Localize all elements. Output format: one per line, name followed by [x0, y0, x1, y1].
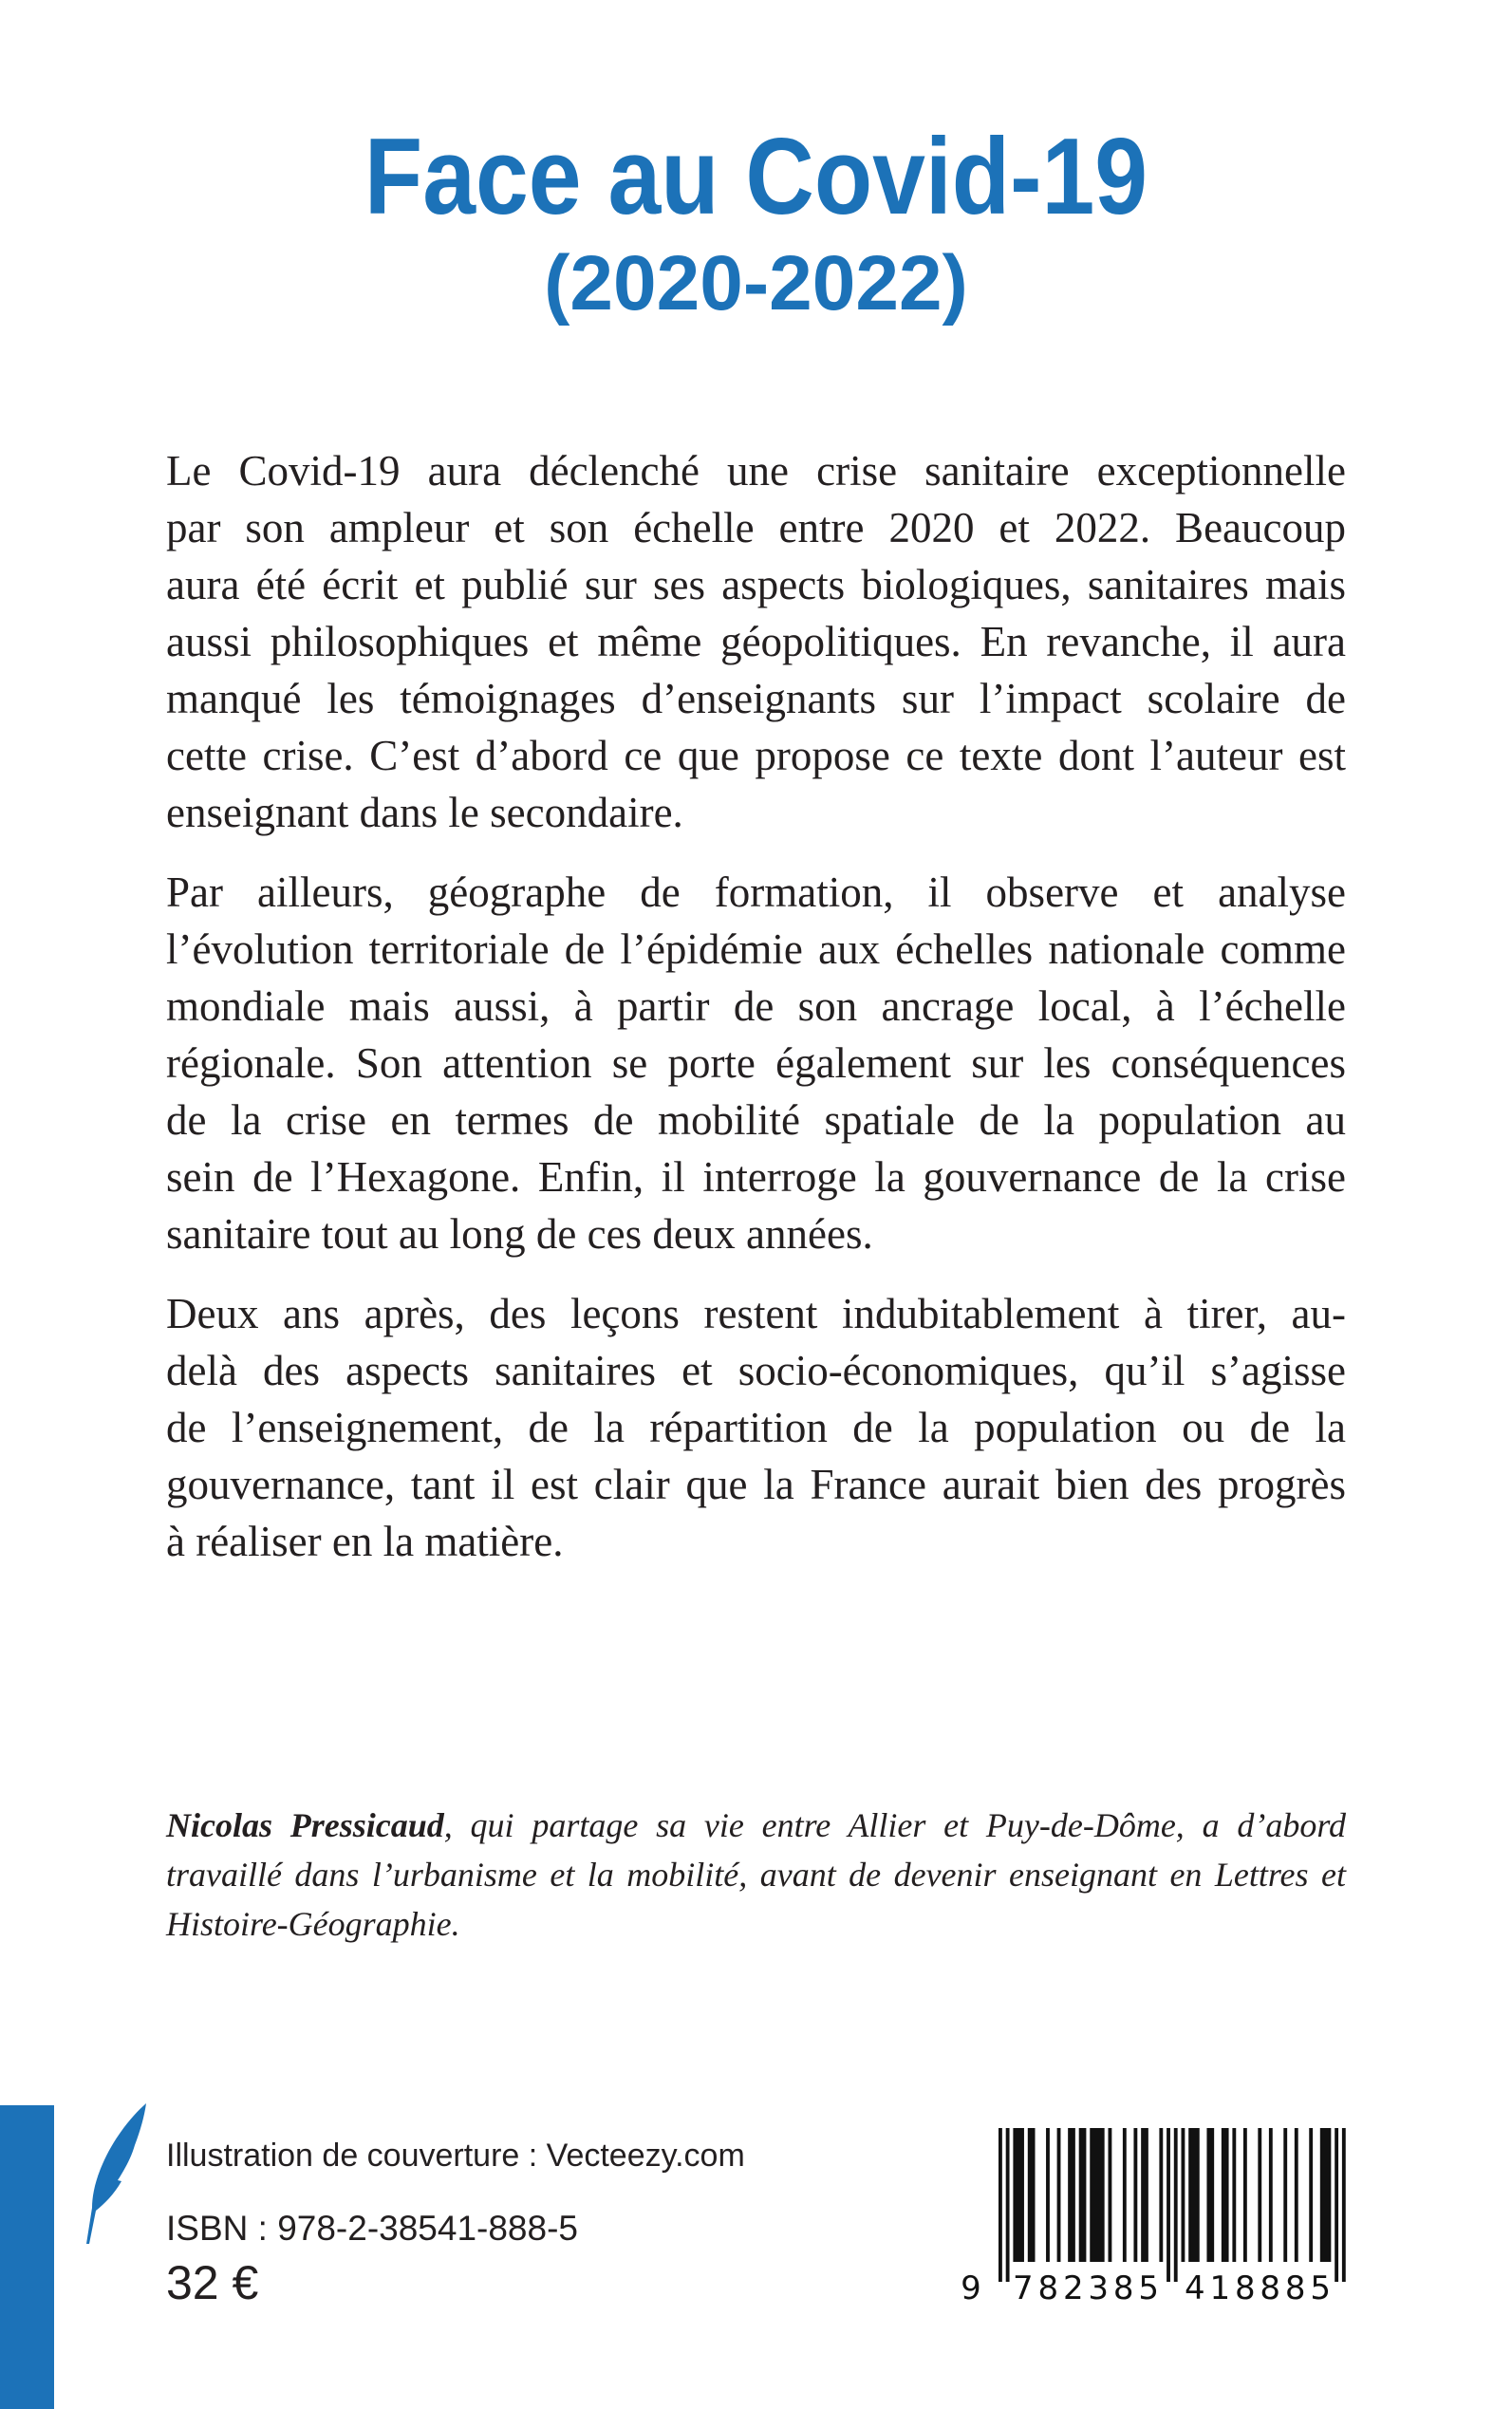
barcode-left-digits: 782385: [1013, 2269, 1159, 2305]
summary-paragraph-1: [166, 442, 1346, 841]
publisher-color-band: [0, 2105, 54, 2409]
summary-line: sein de l’Hexagone. Enfin, il interroge la gouvernance de la crise: [166, 1153, 1346, 1201]
summary-paragraph-2: [166, 864, 1346, 1262]
barcode-bar: [1123, 2128, 1127, 2262]
barcode-bar: [1174, 2128, 1178, 2282]
barcode-bar: [1141, 2128, 1148, 2262]
summary-line: Le Covid-19 aura déclenché une crise sanitaire exceptionnelle: [166, 447, 1346, 495]
summary-line: mondiale mais aussi, à partir de son ancrage local, à l’échelle: [166, 982, 1346, 1030]
summary-line: Deux ans après, des leçons restent indubitablement à tirer, au-: [166, 1290, 1346, 1337]
barcode: [959, 2122, 1348, 2305]
barcode-bar: [1079, 2128, 1087, 2262]
barcode-bar: [1182, 2128, 1185, 2262]
barcode-bar: [1243, 2128, 1247, 2262]
isbn: ISBN : 978-2-38541-888-5: [166, 2209, 578, 2248]
barcode-bar: [1159, 2128, 1163, 2262]
barcode-bar: [1109, 2128, 1112, 2262]
summary-line: de la crise en termes de mobilité spatiale de la population au: [166, 1096, 1346, 1144]
summary-line: enseignant dans le secondaire.: [166, 789, 683, 836]
author-bio-line: Histoire-Géographie.: [166, 1905, 460, 1943]
price: 32 €: [166, 2256, 259, 2309]
barcode-bar: [1188, 2128, 1200, 2262]
illustration-credit: Illustration de couverture : Vecteezy.com: [166, 2138, 745, 2174]
author-bio-text: , qui partage sa vie entre Allier et Puy-de-Dôme, a d’abord: [443, 1806, 1347, 1844]
barcode-bar: [1258, 2128, 1261, 2262]
author-name: Nicolas Pressicaud: [166, 1806, 444, 1844]
summary: [166, 442, 1346, 1593]
author-bio: [166, 1801, 1346, 1949]
summary-paragraph-3: [166, 1285, 1346, 1570]
summary-line: l’évolution territoriale de l’épidémie aux échelles nationale comme: [166, 925, 1346, 973]
summary-line: aura été écrit et publié sur ses aspects biologiques, sanitaires mais: [166, 561, 1346, 608]
summary-line: régionale. Son attention se porte également sur les conséquences: [166, 1039, 1346, 1087]
feather-icon: [80, 2101, 148, 2246]
author-bio-line: [166, 1801, 1346, 1850]
barcode-right-digits: 418885: [1185, 2269, 1331, 2305]
summary-line: Par ailleurs, géographe de formation, il observe et analyse: [166, 868, 1346, 916]
barcode-bar: [1133, 2128, 1137, 2262]
barcode-bar: [1028, 2128, 1036, 2262]
barcode-bar: [1068, 2128, 1075, 2262]
barcode-bar: [1309, 2128, 1313, 2262]
barcode-bar: [1335, 2128, 1338, 2282]
barcode-bar: [1320, 2128, 1332, 2262]
barcode-bars: [999, 2128, 1346, 2282]
barcode-bar: [1167, 2128, 1170, 2282]
summary-line: de l’enseignement, de la répartition de la population ou de la: [166, 1404, 1346, 1451]
barcode-bar: [1013, 2128, 1024, 2262]
summary-line: par son ampleur et son échelle entre 2020 et 2022. Beaucoup: [166, 504, 1346, 551]
barcode-first-digit: 9: [961, 2269, 981, 2305]
barcode-bar: [1342, 2128, 1346, 2282]
barcode-bar: [1269, 2128, 1273, 2262]
barcode-bar: [1222, 2128, 1229, 2262]
summary-line: manqué les témoignages d’enseignants sur l’impact scolaire de: [166, 675, 1346, 722]
summary-line: aussi philosophiques et même géopolitiques. En revanche, il aura: [166, 618, 1346, 665]
barcode-bar: [1295, 2128, 1298, 2262]
barcode-bar: [1046, 2128, 1050, 2262]
book-title: Face au Covid-19: [364, 117, 1148, 237]
summary-line: sanitaire tout au long de ces deux années.: [166, 1210, 873, 1258]
barcode-bar: [999, 2128, 1002, 2282]
summary-line: cette crise. C’est d’abord ce que propose ce texte dont l’auteur est: [166, 732, 1346, 779]
barcode-bar: [1206, 2128, 1214, 2262]
barcode-bar: [1057, 2128, 1061, 2262]
author-bio-line: travaillé dans l’urbanisme et la mobilité, avant de devenir enseignant en Lettres et: [166, 1856, 1346, 1894]
summary-line: gouvernance, tant il est clair que la France aurait bien des progrès: [166, 1461, 1346, 1508]
barcode-bar: [1232, 2128, 1236, 2262]
barcode-bar: [1006, 2128, 1010, 2282]
book-subtitle: (2020-2022): [544, 240, 968, 327]
barcode-bar: [1283, 2128, 1287, 2262]
barcode-bar: [1090, 2128, 1104, 2262]
summary-line: delà des aspects sanitaires et socio-économiques, qu’il s’agisse: [166, 1347, 1346, 1394]
summary-line: à réaliser en la matière.: [166, 1518, 564, 1565]
